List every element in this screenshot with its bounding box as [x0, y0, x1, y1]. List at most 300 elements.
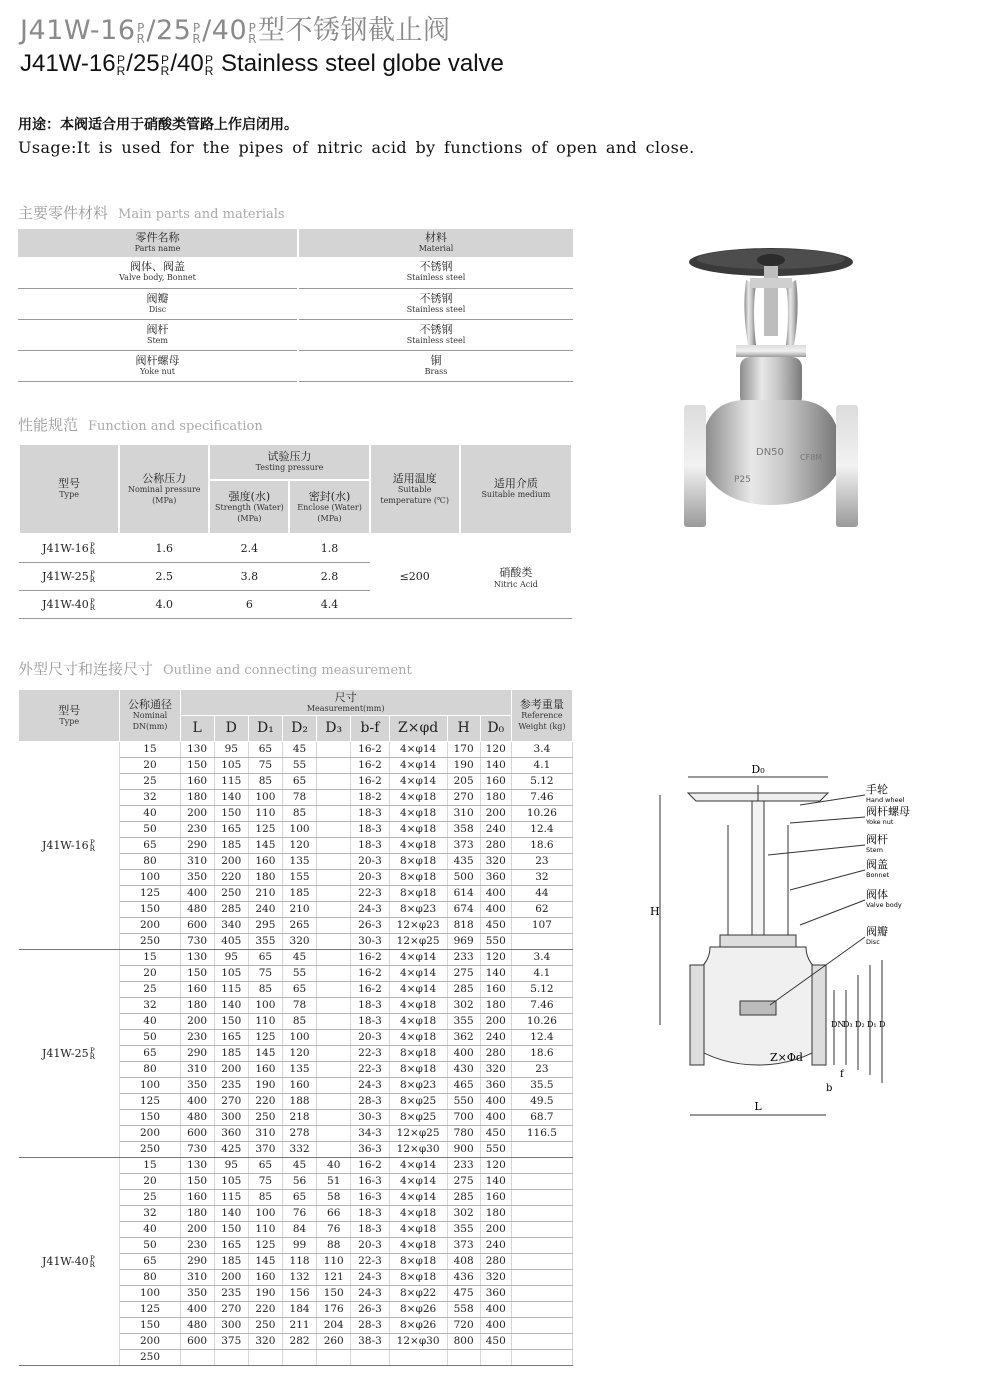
- dims-cell: 475: [447, 1286, 480, 1302]
- dims-cell: 8×φ25: [389, 1110, 447, 1126]
- dims-cell: 156: [282, 1286, 316, 1302]
- dims-cell: 120: [480, 742, 511, 758]
- diagram-label-en: Yoke nut: [866, 818, 894, 826]
- dims-cell: 200: [214, 1062, 248, 1078]
- dims-cell: 140: [214, 1206, 248, 1222]
- dims-cell: 120: [480, 1158, 511, 1174]
- dims-cell: 300: [214, 1318, 248, 1334]
- dims-cell: 65: [120, 1046, 180, 1062]
- dims-cell: 30-3: [351, 934, 389, 950]
- dims-subcol: b-f: [351, 716, 389, 742]
- dims-cell: 400: [180, 886, 214, 902]
- dims-subcol: D: [214, 716, 248, 742]
- dims-cell: 188: [282, 1094, 316, 1110]
- dims-cell: 360: [480, 870, 511, 886]
- dims-cell: 558: [447, 1302, 480, 1318]
- dims-cell: 8×φ18: [389, 1254, 447, 1270]
- spec-enclose: 1.8: [289, 534, 369, 562]
- dims-cell: 250: [120, 1142, 180, 1158]
- dims-cell: 26-3: [351, 918, 389, 934]
- dims-cell: 18-3: [351, 1222, 389, 1238]
- dims-cell: 45: [282, 950, 316, 966]
- dims-cell: 450: [480, 918, 511, 934]
- dims-cell: 12×φ23: [389, 918, 447, 934]
- spec-col-temp: 适用温度 Suitable temperature (℃): [370, 444, 460, 534]
- dims-cell: 75: [248, 758, 282, 774]
- dims-cell: 32: [120, 998, 180, 1014]
- spec-strength: 2.4: [209, 534, 289, 562]
- spec-col-strength: 强度(水) Strength (Water) (MPa): [209, 480, 289, 534]
- spec-np: 2.5: [119, 562, 209, 590]
- dims-cell: [317, 822, 351, 838]
- dims-cell: 65: [120, 1254, 180, 1270]
- dims-cell: 130: [180, 742, 214, 758]
- svg-text:D₂: D₂: [855, 1020, 865, 1029]
- dims-cell: 84: [282, 1222, 316, 1238]
- dims-cell: 40: [317, 1158, 351, 1174]
- dims-cell: 118: [282, 1254, 316, 1270]
- dims-cell: 68.7: [511, 1110, 572, 1126]
- dims-cell: [317, 886, 351, 902]
- dims-cell: 7.46: [511, 790, 572, 806]
- dims-cell: [511, 1254, 572, 1270]
- dims-cell: 12×φ30: [389, 1142, 447, 1158]
- dims-cell: 210: [248, 886, 282, 902]
- dims-cell: 4×φ14: [389, 1190, 447, 1206]
- part-material: 铜 Brass: [298, 350, 573, 381]
- dims-cell: 105: [214, 758, 248, 774]
- dims-cell: [317, 950, 351, 966]
- dims-cell: 400: [480, 1318, 511, 1334]
- dims-cell: 20: [120, 1174, 180, 1190]
- dims-cell: 4×φ14: [389, 966, 447, 982]
- bonnet-shape: [740, 357, 802, 407]
- dims-cell: [317, 902, 351, 918]
- dims-cell: 320: [282, 934, 316, 950]
- dims-cell: 80: [120, 1270, 180, 1286]
- dims-cell: 614: [447, 886, 480, 902]
- dims-cell: 160: [248, 1270, 282, 1286]
- dims-cell: 28-3: [351, 1094, 389, 1110]
- dims-cell: 176: [317, 1302, 351, 1318]
- dims-cell: 78: [282, 790, 316, 806]
- dims-cell: 160: [480, 774, 511, 790]
- dims-cell: 22-3: [351, 886, 389, 902]
- spec-section-heading: 性能规范 Function and specification: [18, 416, 263, 434]
- dims-cell: 362: [447, 1030, 480, 1046]
- dims-cell: 16-3: [351, 1174, 389, 1190]
- dims-cell: 285: [447, 982, 480, 998]
- dims-cell: [351, 1350, 389, 1366]
- dims-cell: [317, 998, 351, 1014]
- dims-cell: 85: [248, 982, 282, 998]
- dims-cell: [248, 1350, 282, 1366]
- dims-cell: 140: [214, 998, 248, 1014]
- svg-text:P25: P25: [734, 475, 751, 485]
- dims-cell: 320: [248, 1334, 282, 1350]
- left-flange-shape: [684, 405, 706, 527]
- dims-cell: 95: [214, 1158, 248, 1174]
- spec-type: J41W-25 P R: [19, 562, 119, 590]
- dims-cell: 140: [480, 758, 511, 774]
- spec-col-enclose: 密封(水) Enclose (Water) (MPa): [289, 480, 369, 534]
- dims-cell: 25: [120, 982, 180, 998]
- dims-cell: 3.4: [511, 950, 572, 966]
- dims-cell: 340: [214, 918, 248, 934]
- dims-cell: 233: [447, 1158, 480, 1174]
- dims-cell: 4×φ18: [389, 998, 447, 1014]
- dims-cell: [389, 1350, 447, 1366]
- diagram-label-cn: 阀杆: [866, 833, 888, 846]
- svg-text:H: H: [650, 905, 660, 918]
- dims-cell: 332: [282, 1142, 316, 1158]
- dims-cell: 150: [214, 806, 248, 822]
- dims-cell: 240: [480, 1030, 511, 1046]
- dims-cell: [511, 1190, 572, 1206]
- title-chinese: J41W-16 P R /25 P R /40 P R 型不锈钢截止阀: [20, 15, 451, 46]
- dims-cell: 465: [447, 1078, 480, 1094]
- dims-cell: 22-3: [351, 1046, 389, 1062]
- dims-cell: 3.4: [511, 742, 572, 758]
- diagram-label-en: Stem: [866, 846, 884, 854]
- dims-cell: [317, 854, 351, 870]
- dims-cell: 40: [120, 1222, 180, 1238]
- dims-cell: [317, 742, 351, 758]
- dims-cell: [317, 1014, 351, 1030]
- dims-cell: 235: [214, 1078, 248, 1094]
- svg-text:L: L: [754, 1100, 762, 1113]
- dims-cell: 8×φ18: [389, 1046, 447, 1062]
- dims-cell: [511, 1206, 572, 1222]
- part-name: 阀瓣 Disc: [18, 288, 298, 319]
- dims-cell: 135: [282, 854, 316, 870]
- dims-cell: 290: [180, 1254, 214, 1270]
- dims-cell: 12×φ25: [389, 934, 447, 950]
- dims-cell: 25: [120, 1190, 180, 1206]
- dims-cell: [511, 1222, 572, 1238]
- dims-cell: 85: [282, 806, 316, 822]
- dims-cell: 4×φ18: [389, 1014, 447, 1030]
- dims-cell: 170: [447, 742, 480, 758]
- spec-np: 4.0: [119, 590, 209, 618]
- dims-cell: 8×φ18: [389, 1270, 447, 1286]
- dims-cell: 16-2: [351, 758, 389, 774]
- dims-cell: 360: [214, 1126, 248, 1142]
- dims-cell: 16-3: [351, 1190, 389, 1206]
- dims-cell: 250: [248, 1318, 282, 1334]
- dims-cell: 425: [214, 1142, 248, 1158]
- dims-cell: 230: [180, 1238, 214, 1254]
- spec-table: [18, 443, 573, 619]
- dims-cell: 600: [180, 918, 214, 934]
- dims-cell: 75: [248, 1174, 282, 1190]
- dims-cell: 200: [120, 918, 180, 934]
- dims-cell: 350: [180, 1286, 214, 1302]
- dims-cell: 110: [248, 806, 282, 822]
- dims-cell: 355: [447, 1222, 480, 1238]
- dims-cell: 900: [447, 1142, 480, 1158]
- dims-cell: 220: [214, 870, 248, 886]
- dims-cell: 85: [248, 1190, 282, 1206]
- dims-cell: 125: [120, 1094, 180, 1110]
- dims-cell: 10.26: [511, 806, 572, 822]
- dims-cell: 32: [120, 790, 180, 806]
- dims-cell: 100: [248, 790, 282, 806]
- dims-cell: 115: [214, 982, 248, 998]
- dims-cell: 18-3: [351, 838, 389, 854]
- spec-col-tp: 试验压力 Testing pressure: [209, 444, 369, 480]
- spec-col-type: 型号 Type: [19, 444, 119, 534]
- dims-cell: [511, 1174, 572, 1190]
- dims-cell: 674: [447, 902, 480, 918]
- dims-cell: 12.4: [511, 1030, 572, 1046]
- dims-cell: 15: [120, 950, 180, 966]
- dims-cell: 116.5: [511, 1126, 572, 1142]
- spec-col-np: 公称压力 Nominal pressure (MPa): [119, 444, 209, 534]
- valve-diagram: [650, 765, 920, 1125]
- dims-cell: 115: [214, 1190, 248, 1206]
- dims-cell: [447, 1350, 480, 1366]
- dims-cell: 818: [447, 918, 480, 934]
- dims-row: [19, 950, 573, 966]
- svg-text:DN: DN: [831, 1020, 845, 1029]
- dims-subcol: D₀: [480, 716, 511, 742]
- dims-cell: 23: [511, 1062, 572, 1078]
- parts-row: [18, 288, 573, 319]
- dims-cell: 50: [120, 1030, 180, 1046]
- dims-col-dn: 公称通径 Nominal DN(mm): [120, 690, 180, 742]
- dims-cell: 4×φ18: [389, 838, 447, 854]
- dims-cell: 130: [180, 950, 214, 966]
- dims-cell: 50: [120, 1238, 180, 1254]
- dims-cell: 4×φ18: [389, 822, 447, 838]
- dims-cell: 260: [317, 1334, 351, 1350]
- dims-cell: 4×φ14: [389, 774, 447, 790]
- dims-cell: [511, 1350, 572, 1366]
- spec-type: J41W-40 P R: [19, 590, 119, 618]
- dims-cell: 400: [180, 1302, 214, 1318]
- dims-cell: 4.1: [511, 966, 572, 982]
- dims-cell: [511, 934, 572, 950]
- right-flange-shape: [836, 405, 858, 527]
- dims-cell: 132: [282, 1270, 316, 1286]
- dims-cell: 56: [282, 1174, 316, 1190]
- dims-cell: 8×φ26: [389, 1318, 447, 1334]
- dims-cell: 180: [480, 998, 511, 1014]
- dims-cell: 4×φ18: [389, 1030, 447, 1046]
- dims-cell: 310: [180, 854, 214, 870]
- dims-col-type: 型号 Type: [19, 690, 120, 742]
- dims-cell: 700: [447, 1110, 480, 1126]
- dims-cell: 350: [180, 870, 214, 886]
- dims-cell: [511, 1334, 572, 1350]
- dims-cell: 120: [282, 838, 316, 854]
- dims-cell: 125: [248, 822, 282, 838]
- dims-cell: 66: [317, 1206, 351, 1222]
- dims-cell: [511, 1270, 572, 1286]
- dims-cell: 76: [317, 1222, 351, 1238]
- dims-cell: 51: [317, 1174, 351, 1190]
- part-name: 阀体、阀盖 Valve body, Bonnet: [18, 257, 298, 288]
- dims-cell: 100: [248, 998, 282, 1014]
- stem-shape: [764, 266, 778, 336]
- dims-cell: 25: [120, 774, 180, 790]
- part-name: 阀杆 Stem: [18, 319, 298, 350]
- dims-cell: 34-3: [351, 1126, 389, 1142]
- dims-cell: 355: [248, 934, 282, 950]
- dims-cell: 302: [447, 1206, 480, 1222]
- dims-cell: [317, 1350, 351, 1366]
- dims-cell: [317, 774, 351, 790]
- dims-cell: 4×φ14: [389, 982, 447, 998]
- dims-cell: 233: [447, 950, 480, 966]
- dims-cell: 15: [120, 1158, 180, 1174]
- svg-text:D₀: D₀: [751, 765, 765, 776]
- dims-cell: 600: [180, 1334, 214, 1350]
- dims-cell: 65: [248, 1158, 282, 1174]
- dims-cell: 320: [480, 1062, 511, 1078]
- dims-cell: 18.6: [511, 838, 572, 854]
- spec-strength: 6: [209, 590, 289, 618]
- dims-cell: [511, 1318, 572, 1334]
- dims-cell: 240: [248, 902, 282, 918]
- svg-text:DN50: DN50: [756, 447, 784, 458]
- dims-cell: 18-3: [351, 1206, 389, 1222]
- dims-cell: 200: [480, 1222, 511, 1238]
- dims-subcol: D₃: [317, 716, 351, 742]
- dims-cell: 4×φ14: [389, 758, 447, 774]
- dims-cell: 80: [120, 854, 180, 870]
- dims-cell: 275: [447, 1174, 480, 1190]
- parts-col-name: 零件名称 Parts name: [18, 229, 298, 257]
- dims-cell: 145: [248, 1046, 282, 1062]
- dims-cell: 405: [214, 934, 248, 950]
- diagram-label-cn: 阀体: [866, 888, 888, 901]
- dims-cell: 4×φ14: [389, 950, 447, 966]
- dims-row: [19, 1158, 573, 1174]
- dims-cell: 150: [120, 902, 180, 918]
- dims-cell: 190: [248, 1286, 282, 1302]
- dims-cell: 190: [248, 1078, 282, 1094]
- dims-cell: 250: [120, 934, 180, 950]
- dims-cell: 125: [248, 1030, 282, 1046]
- dims-cell: 4×φ14: [389, 1174, 447, 1190]
- dims-cell: 24-3: [351, 1270, 389, 1286]
- dims-cell: 360: [480, 1286, 511, 1302]
- dims-cell: 204: [317, 1318, 351, 1334]
- dims-cell: 150: [120, 1318, 180, 1334]
- svg-text:D: D: [879, 1020, 886, 1029]
- dims-cell: 88: [317, 1238, 351, 1254]
- dims-group-type: J41W-25 P R: [19, 950, 120, 1158]
- dims-cell: 12×φ25: [389, 1126, 447, 1142]
- dims-cell: 145: [248, 1254, 282, 1270]
- dims-col-weight: 参考重量 Reference Weight (kg): [511, 690, 572, 742]
- dims-cell: [214, 1350, 248, 1366]
- dims-cell: 110: [248, 1014, 282, 1030]
- spec-type: J41W-16 P R: [19, 534, 119, 562]
- dims-cell: 4.1: [511, 758, 572, 774]
- dims-cell: 150: [214, 1014, 248, 1030]
- dims-row: [19, 742, 573, 758]
- dims-cell: 12.4: [511, 822, 572, 838]
- dims-cell: 160: [480, 1190, 511, 1206]
- dims-cell: 24-3: [351, 1078, 389, 1094]
- dims-cell: 49.5: [511, 1094, 572, 1110]
- dims-cell: 295: [248, 918, 282, 934]
- dims-cell: 185: [214, 1046, 248, 1062]
- dims-cell: 5.12: [511, 982, 572, 998]
- dims-cell: 105: [214, 966, 248, 982]
- dims-cell: [317, 918, 351, 934]
- dims-cell: 78: [282, 998, 316, 1014]
- part-material: 不锈钢 Stainless steel: [298, 288, 573, 319]
- dims-cell: [511, 1286, 572, 1302]
- dims-subcol: D₂: [282, 716, 316, 742]
- dims-cell: [317, 1126, 351, 1142]
- dims-cell: 8×φ18: [389, 854, 447, 870]
- dims-col-measurement: 尺寸 Measurement(mm): [180, 690, 511, 716]
- dims-cell: 100: [120, 1286, 180, 1302]
- dims-cell: 125: [120, 1302, 180, 1318]
- dims-cell: [317, 1030, 351, 1046]
- dims-cell: 200: [480, 1014, 511, 1030]
- dims-cell: 4×φ18: [389, 790, 447, 806]
- parts-section-heading: 主要零件材料 Main parts and materials: [18, 204, 285, 222]
- spec-temp: ≤200: [370, 534, 460, 618]
- dims-cell: [317, 966, 351, 982]
- dims-cell: 400: [480, 886, 511, 902]
- dims-cell: 8×φ18: [389, 886, 447, 902]
- dims-cell: [480, 1350, 511, 1366]
- dims-cell: 360: [480, 1078, 511, 1094]
- dims-cell: 435: [447, 854, 480, 870]
- svg-text:Z×Φd: Z×Φd: [770, 1051, 803, 1064]
- dims-cell: 160: [248, 1062, 282, 1078]
- dims-cell: 780: [447, 1126, 480, 1142]
- dims-cell: 145: [248, 838, 282, 854]
- diagram-label-cn: 阀瓣: [866, 925, 888, 938]
- dims-cell: 50: [120, 822, 180, 838]
- dims-cell: 250: [120, 1350, 180, 1366]
- usage-english: Usage:It is used for the pipes of nitric acid by functions of open and close.: [18, 138, 695, 157]
- dims-cell: 120: [282, 1046, 316, 1062]
- dims-cell: [317, 1110, 351, 1126]
- dims-subcol: Z×φd: [389, 716, 447, 742]
- svg-text:b: b: [826, 1083, 833, 1094]
- dims-cell: 4×φ18: [389, 1222, 447, 1238]
- part-material: 不锈钢 Stainless steel: [298, 257, 573, 288]
- dims-cell: 15: [120, 742, 180, 758]
- dims-cell: 110: [248, 1222, 282, 1238]
- dims-table: [18, 689, 573, 1366]
- dims-cell: 140: [214, 790, 248, 806]
- dims-cell: [317, 982, 351, 998]
- dims-cell: [317, 870, 351, 886]
- dims-cell: 310: [447, 806, 480, 822]
- dims-cell: 300: [214, 1110, 248, 1126]
- dims-cell: 85: [282, 1014, 316, 1030]
- dims-cell: 135: [282, 1062, 316, 1078]
- dims-cell: 18-3: [351, 998, 389, 1014]
- dims-group-type: J41W-16 P R: [19, 742, 120, 950]
- dims-cell: 180: [480, 790, 511, 806]
- dims-cell: 44: [511, 886, 572, 902]
- dims-cell: 550: [480, 1142, 511, 1158]
- dims-cell: 80: [120, 1062, 180, 1078]
- title-english: J41W-16 P R /25 P R /40 P R Stainless steel globe valve: [20, 50, 504, 78]
- dims-cell: 370: [248, 1142, 282, 1158]
